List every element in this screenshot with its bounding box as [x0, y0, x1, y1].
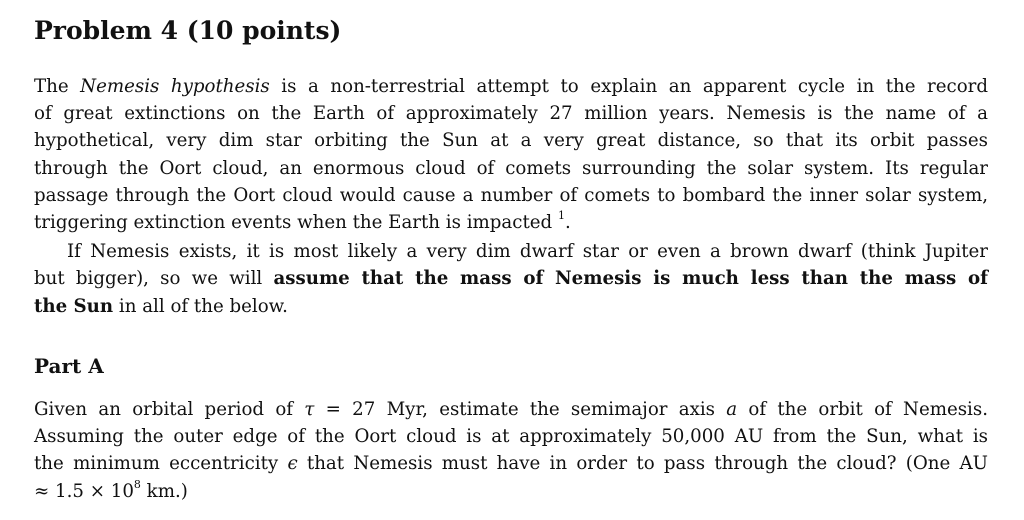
text-segment: is a non-terrestrial attempt to explain an apparent cycle in the record	[269, 76, 988, 97]
text-segment: triggering extinction events when the Earth is impacted	[34, 212, 558, 233]
text-segment: of the orbit of Nemesis.	[737, 399, 988, 420]
text-line: Assuming the outer edge of the Oort cloud is at approximately 50,000 AU from the Sun, what is	[34, 426, 988, 447]
text-segment: but bigger), so we will	[34, 268, 274, 289]
text-line	[34, 266, 988, 292]
text-line: of great extinctions on the Earth of approximately 27 million years. Nemesis is the name of a	[34, 103, 988, 124]
text-line: passage through the Oort cloud would cause a number of comets to bombard the inner solar system,	[34, 185, 988, 206]
text-segment: = 27 Myr, estimate the semimajor axis	[314, 399, 727, 420]
text-line	[34, 451, 988, 477]
part-a-heading: Part A	[34, 354, 104, 378]
text-segment: the minimum eccentricity	[34, 453, 288, 474]
exponent: 8	[133, 477, 141, 491]
text-segment: .	[564, 212, 571, 233]
text-line	[34, 397, 988, 423]
text-line: If Nemesis exists, it is most likely a very dim dwarf star or even a brown dwarf (think Jupiter	[67, 241, 988, 262]
text-line: through the Oort cloud, an enormous cloud of comets surrounding the solar system. Its regular	[34, 158, 988, 179]
tau-symbol: τ	[304, 399, 315, 420]
text-line	[34, 74, 988, 100]
text-line	[34, 210, 988, 236]
text-segment: ≈ 1.5 × 10	[34, 481, 134, 502]
text-line: hypothetical, very dim star orbiting the Sun at a very great distance, so that its orbit passes	[34, 130, 988, 151]
text-line	[34, 479, 988, 505]
text-segment: in all of the below.	[113, 296, 288, 317]
text-segment: km.)	[140, 481, 188, 502]
problem-title: Problem 4 (10 points)	[34, 16, 342, 45]
text-segment: Given an orbital period of	[34, 399, 305, 420]
text-line	[34, 294, 988, 320]
eccentricity-symbol: ϵ	[287, 453, 298, 474]
bold-assumption: the Sun	[34, 296, 114, 317]
bold-assumption: assume that the mass of Nemesis is much less than the mass of	[273, 268, 988, 289]
text-segment: The	[34, 76, 81, 97]
footnote-marker: 1	[557, 208, 565, 222]
text-segment: that Nemesis must have in order to pass through the cloud? (One AU	[297, 453, 988, 474]
nemesis-hypothesis-term: Nemesis hypothesis	[80, 76, 270, 97]
semimajor-axis-symbol: a	[726, 399, 738, 420]
